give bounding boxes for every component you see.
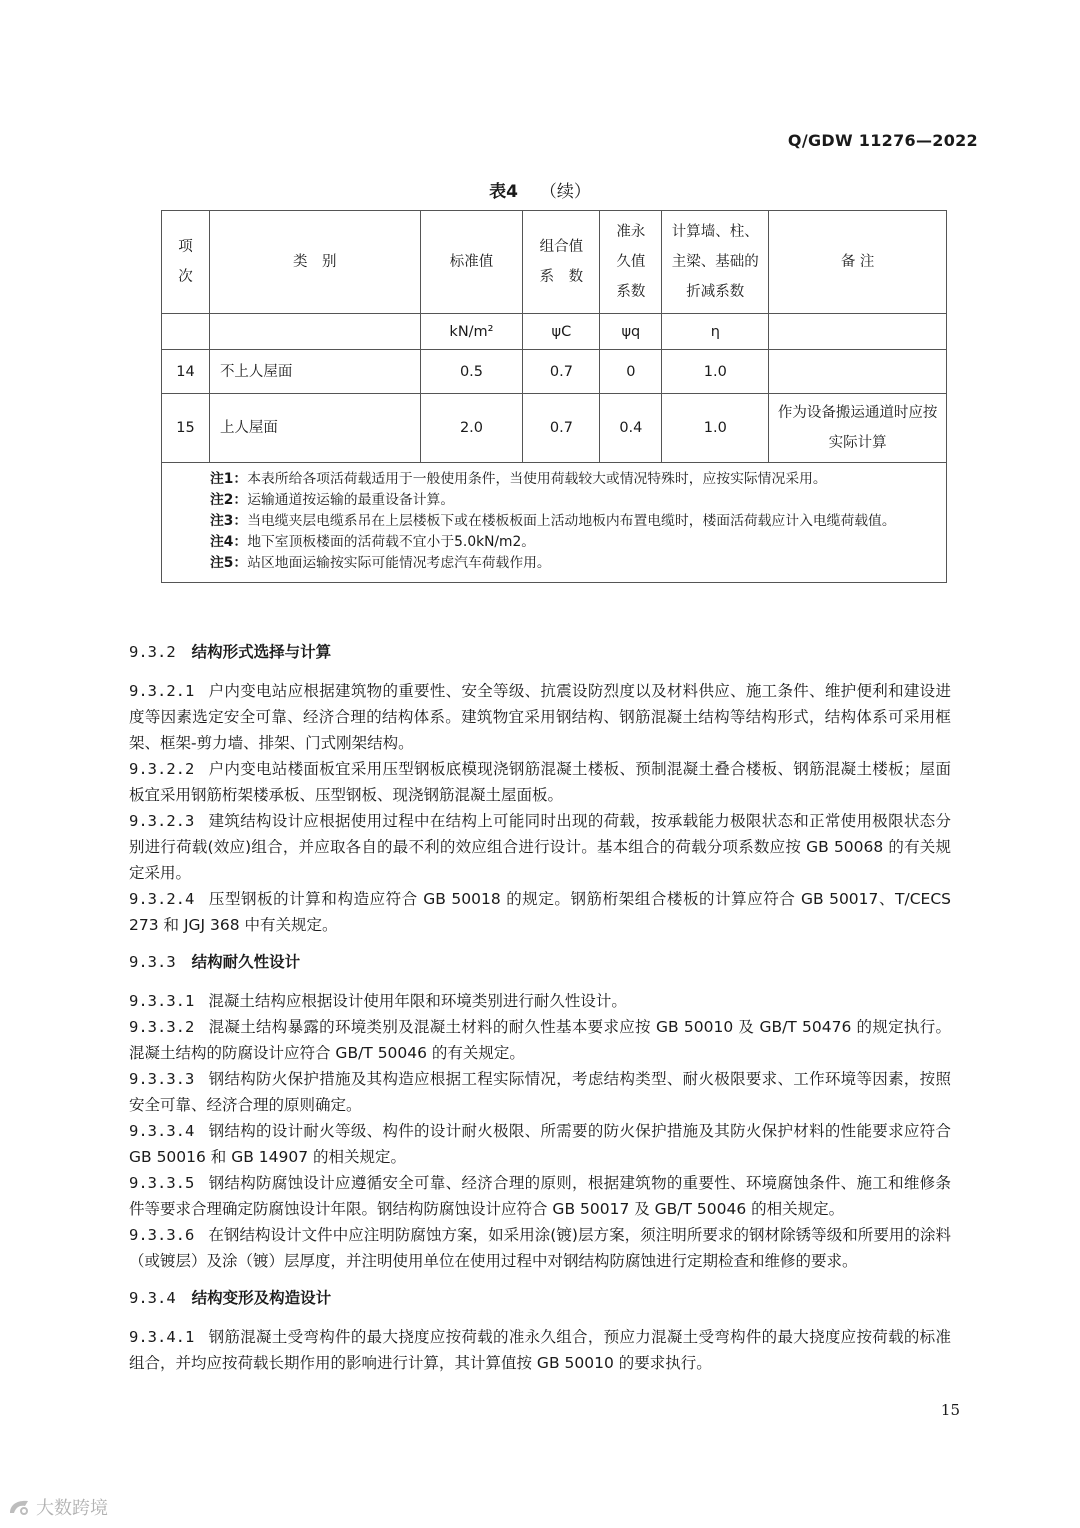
clause: 9.3.4.1 钢筋混凝土受弯构件的最大挠度应按荷载的准永久组合，预应力混凝土受弯构件的最大挠度应按荷载的标准组合，并均应按荷载长期作用的影响进行计算，其计算值按 GB 50010 的要求执行。 — [129, 1328, 951, 1372]
table-row — [162, 350, 947, 394]
table-note: 注5：站区地面运输按实际可能情况考虑汽车荷载作用。 — [210, 555, 551, 571]
row-standard-value: 2.0 — [420, 394, 523, 463]
page-number: 15 — [940, 1401, 960, 1419]
live-load-table — [161, 210, 947, 583]
header-quasi-permanent: 准永久值系数 — [600, 211, 662, 314]
clause: 9.3.3.4 钢结构的设计耐火等级、构件的设计耐火极限、所需要的防火保护措施及其防火保护材料的性能要求应符合 GB 50016 和 GB 14907 的相关规定。 — [129, 1122, 951, 1166]
table-title-label: 表4 — [489, 182, 518, 202]
watermark — [8, 1494, 108, 1520]
table-note: 注3：当电缆夹层电缆系吊在上层楼板下或在楼板板面上活动地板内布置电缆时，楼面活荷载应计入电缆荷载值。 — [210, 513, 896, 529]
clause: 9.3.2.1 户内变电站应根据建筑物的重要性、安全等级、抗震设防烈度以及材料供应、施工条件、维护便利和建设进度等因素选定安全可靠、经济合理的结构体系。建筑物宜采用钢结构、钢筋混凝土结构等结构形式，结构体系可采用框架、框架-剪力墙、排架、门式刚架结构。 — [129, 682, 951, 752]
table-notes — [162, 463, 947, 583]
unit-reduction: η — [662, 314, 769, 350]
section-heading: 9.3.3 结构耐久性设计 — [129, 953, 301, 971]
header-remarks: 备 注 — [769, 211, 947, 314]
standard-code: Q/GDW 11276—2022 — [787, 131, 978, 150]
header-combination-coef: 组合值系 数 — [523, 211, 600, 314]
table-note: 注2：运输通道按运输的最重设备计算。 — [210, 492, 455, 508]
row-category: 上人屋面 — [209, 394, 420, 463]
table-title — [0, 177, 1080, 202]
table-units-row — [162, 314, 947, 350]
table-continued-label: （续） — [539, 182, 591, 202]
table-header-row — [162, 211, 947, 314]
unit-combination-coef: ψC — [523, 314, 600, 350]
row-category: 不上人屋面 — [209, 350, 420, 394]
row-combination-coef: 0.7 — [523, 350, 600, 394]
table-note: 注1：本表所给各项活荷载适用于一般使用条件，当使用荷载较大或情况特殊时，应按实际情况采用。 — [210, 471, 827, 487]
watermark-text: 大数跨境 — [36, 1498, 108, 1519]
header-standard-value: 标准值 — [420, 211, 523, 314]
section-heading: 9.3.2 结构形式选择与计算 — [129, 643, 332, 661]
section-heading: 9.3.4 结构变形及构造设计 — [129, 1289, 332, 1307]
row-reduction: 1.0 — [662, 394, 769, 463]
clause: 9.3.2.4 压型钢板的计算和构造应符合 GB 50018 的规定。钢筋桁架组合楼板的计算应符合 GB 50017、T/CECS 273 和 JGJ 368 中有关规定。 — [129, 890, 951, 934]
row-id: 14 — [162, 350, 210, 394]
clause: 9.3.3.5 钢结构防腐蚀设计应遵循安全可靠、经济合理的原则，根据建筑物的重要性、环境腐蚀条件、施工和维修条件等要求合理确定防腐蚀设计年限。钢结构防腐蚀设计应符合 GB 50017 及 GB/T 50046 的相关规定。 — [129, 1174, 951, 1218]
header-item: 项次 — [162, 211, 210, 314]
clause: 9.3.2.3 建筑结构设计应根据使用过程中在结构上可能同时出现的荷载，按承载能力极限状态和正常使用极限状态分别进行荷载(效应)组合，并应取各自的最不利的效应组合进行设计。基本组合的荷载分项系数应按 GB 50068 的有关规定采用。 — [129, 812, 951, 882]
body-content — [129, 640, 951, 1376]
row-remarks: 作为设备搬运通道时应按实际计算 — [769, 394, 947, 463]
clause: 9.3.3.3 钢结构防火保护措施及其构造应根据工程实际情况，考虑结构类型、耐火极限要求、工作环境等因素，按照安全可靠、经济合理的原则确定。 — [129, 1070, 951, 1114]
header-category: 类 别 — [209, 211, 420, 314]
clause: 9.3.2.2 户内变电站楼面板宜采用压型钢板底模现浇钢筋混凝土楼板、预制混凝土叠合楼板、钢筋混凝土楼板；屋面板宜采用钢筋桁架楼承板、压型钢板、现浇钢筋混凝土屋面板。 — [129, 760, 951, 804]
watermark-logo-icon — [8, 1498, 30, 1516]
table-row — [162, 394, 947, 463]
row-combination-coef: 0.7 — [523, 394, 600, 463]
row-standard-value: 0.5 — [420, 350, 523, 394]
unit-quasi-permanent: ψq — [600, 314, 662, 350]
clause: 9.3.3.1 混凝土结构应根据设计使用年限和环境类别进行耐久性设计。 — [129, 992, 627, 1010]
unit-standard-value: kN/m² — [420, 314, 523, 350]
row-reduction: 1.0 — [662, 350, 769, 394]
row-quasi-permanent: 0.4 — [600, 394, 662, 463]
row-quasi-permanent: 0 — [600, 350, 662, 394]
row-remarks — [769, 350, 947, 394]
clause: 9.3.3.2 混凝土结构暴露的环境类别及混凝土材料的耐久性基本要求应按 GB 50010 及 GB/T 50476 的规定执行。混凝土结构的防腐设计应符合 GB/T 50046 的有关规定。 — [129, 1018, 951, 1062]
table-notes-row — [162, 463, 947, 583]
header-reduction-coef: 计算墙、柱、主梁、基础的折减系数 — [662, 211, 769, 314]
table-note: 注4：地下室顶板楼面的活荷载不宜小于5.0kN/m2。 — [210, 534, 536, 550]
row-id: 15 — [162, 394, 210, 463]
clause: 9.3.3.6 在钢结构设计文件中应注明防腐蚀方案，如采用涂(镀)层方案，须注明所要求的钢材除锈等级和所要用的涂料（或镀层）及涂（镀）层厚度，并注明使用单位在使用过程中对钢结构防腐蚀进行定期检查和维修的要求。 — [129, 1226, 951, 1270]
